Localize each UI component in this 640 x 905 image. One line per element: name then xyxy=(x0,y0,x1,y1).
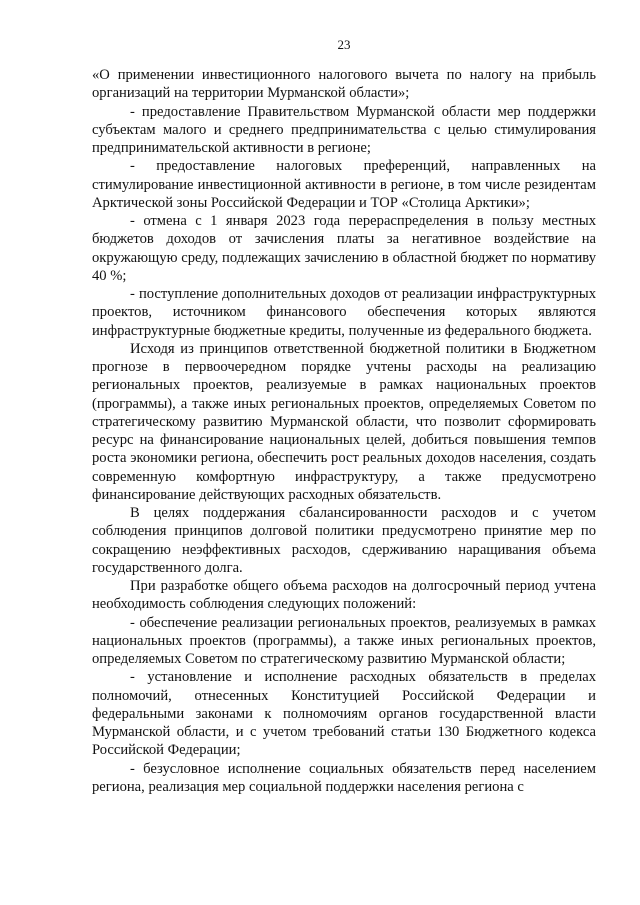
paragraph: - установление и исполнение расходных обязательств в пределах полномочий, отнесенных Конституцией Российской Федерации и федеральными законами к полномочиям органов государственной власти Мурманской области, и с учетом требований статьи 130 Бюджетного кодекса Российской Федерации; xyxy=(92,669,596,759)
paragraph: «О применении инвестиционного налогового вычета по налогу на прибыль организаций на территории Мурманской области»; xyxy=(92,67,596,102)
paragraph: При разработке общего объема расходов на долгосрочный период учтена необходимость соблюдения следующих положений: xyxy=(92,578,596,613)
paragraph: - обеспечение реализации региональных проектов, реализуемых в рамках национальных проектов (программы), а также иных региональных проектов, определяемых Советом по стратегическому развитию Мурманской области; xyxy=(92,614,596,667)
paragraph: - поступление дополнительных доходов от реализации инфраструктурных проектов, источником финансового обеспечения которых являются инфраструктурные бюджетные кредиты, полученные из федерального бюджета. xyxy=(92,286,596,339)
paragraph: - предоставление налоговых преференций, направленных на стимулирование инвестиционной активности в регионе, в том числе резидентам Арктической зоны Российской Федерации и ТОР «Столица Арктики»; xyxy=(92,158,596,211)
paragraph: - отмена с 1 января 2023 года перераспределения в пользу местных бюджетов доходов от зачисления платы за негативное воздействие на окружающую среду, подлежащих зачислению в областной бюджет по нормативу 40 %; xyxy=(92,213,596,284)
paragraph: Исходя из принципов ответственной бюджетной политики в Бюджетном прогнозе в первоочередном порядке учтены расходы на реализацию региональных проектов, реализуемые в рамках национальных проектов (программы), а также иных региональных проектов, определяемых Советом по стратегическому развитию Мурманской области, что позволит сформировать ресурс на финансирование национальных целей, добиться повышения темпов роста экономики региона, обеспечить рост реальных доходов населения, создать современную комфортную инфраструктуру, а также предусмотрено финансирование действующих расходных обязательств. xyxy=(92,340,596,503)
paragraph: - безусловное исполнение социальных обязательств перед населением региона, реализация мер социальной поддержки населения региона с xyxy=(92,760,596,795)
document-body xyxy=(92,66,596,796)
paragraph: В целях поддержания сбалансированности расходов и с учетом соблюдения принципов долговой политики предусмотрено принятие мер по сокращению неэффективных расходов, сдерживанию наращивания объема государственного долга. xyxy=(92,505,596,576)
page-number: 23 xyxy=(337,37,351,52)
paragraph: - предоставление Правительством Мурманской области мер поддержки субъектам малого и среднего предпринимательства с целью стимулирования предпринимательской активности в регионе; xyxy=(92,103,596,156)
